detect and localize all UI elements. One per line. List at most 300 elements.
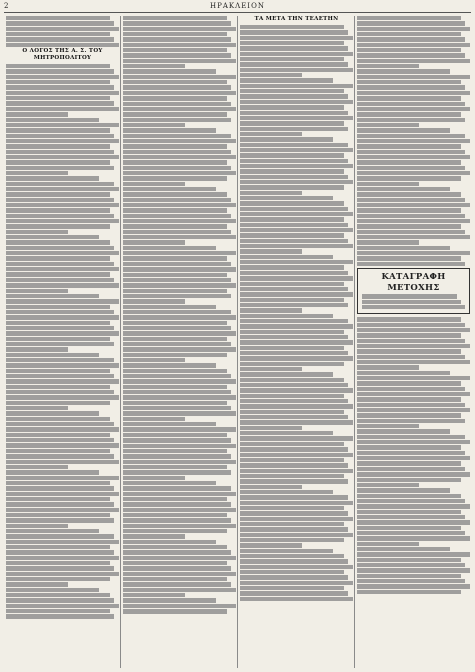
- text-line: [123, 235, 236, 239]
- text-line: [123, 21, 231, 25]
- text-line: [240, 185, 344, 189]
- text-line: [240, 378, 344, 382]
- text-line: [123, 69, 216, 73]
- text-line: [240, 420, 353, 424]
- text-line: [123, 187, 216, 191]
- text-line: [6, 331, 119, 335]
- text-line: [357, 574, 461, 578]
- text-line: [6, 32, 110, 36]
- page-number: 2: [4, 2, 9, 10]
- text-line: [357, 499, 465, 503]
- text-line: [6, 609, 110, 613]
- text-line: [6, 363, 119, 367]
- text-line: [123, 219, 236, 223]
- text-line: [357, 192, 461, 196]
- text-line: [357, 160, 461, 164]
- text-line: [6, 85, 114, 89]
- text-line: [240, 84, 353, 88]
- text-line: [357, 214, 465, 218]
- text-line: [6, 262, 114, 266]
- text-line: [123, 267, 236, 271]
- text-line: [6, 443, 119, 447]
- text-line: [240, 394, 344, 398]
- text-line: [240, 180, 353, 184]
- text-line: [123, 604, 236, 608]
- text-line: [123, 150, 231, 154]
- text-line: [6, 230, 68, 234]
- text-line: [240, 485, 302, 489]
- text-line: [123, 155, 236, 159]
- text-line: [240, 388, 353, 392]
- text-line: [6, 534, 114, 538]
- column-rule: [237, 16, 238, 668]
- text-line: [123, 32, 227, 36]
- column-2: [123, 16, 236, 668]
- text-line: [123, 433, 227, 437]
- text-line: [123, 465, 227, 469]
- text-line: [240, 565, 353, 569]
- text-line: [357, 187, 450, 191]
- text-line: [6, 460, 119, 464]
- text-line: [357, 134, 465, 138]
- text-line: [6, 123, 119, 127]
- text-line: [240, 132, 302, 136]
- text-line: [240, 73, 302, 77]
- text-line: [6, 43, 119, 47]
- text-line: [123, 208, 227, 212]
- text-line: [240, 447, 348, 451]
- text-line: [123, 422, 216, 426]
- text-line: [240, 196, 333, 200]
- text-line: [357, 387, 465, 391]
- text-line: [6, 566, 114, 570]
- text-line: [6, 299, 119, 303]
- text-line: [6, 454, 114, 458]
- text-line: [357, 166, 465, 170]
- text-line: [240, 404, 353, 408]
- text-line: [123, 438, 231, 442]
- column-3: [240, 16, 353, 668]
- text-line: [357, 445, 461, 449]
- announcement-subtext: [362, 294, 465, 309]
- text-line: [123, 246, 216, 250]
- text-line: [357, 552, 470, 556]
- text-line: [6, 107, 119, 111]
- article-heading: Ο ΛΟΓΟΣ ΤΗΣ Α. Σ. ΤΟΥ ΜΗΤΡΟΠΟΛΙΤΟΥ: [22, 48, 103, 62]
- text-line: [357, 360, 470, 364]
- text-line: [240, 68, 353, 72]
- text-line: [123, 582, 231, 586]
- text-line: [240, 533, 353, 537]
- text-line: [6, 422, 114, 426]
- text-line: [6, 385, 110, 389]
- text-line: [240, 554, 344, 558]
- text-line: [123, 305, 216, 309]
- text-line: [123, 524, 236, 528]
- text-line: [123, 379, 236, 383]
- text-line: [6, 144, 110, 148]
- text-line: [357, 429, 450, 433]
- text-line: [123, 310, 231, 314]
- text-line: [123, 182, 185, 186]
- text-line: [240, 212, 353, 216]
- text-line: [6, 128, 110, 132]
- text-line: [6, 433, 110, 437]
- newspaper-title: ΗΡΑΚΛΕΙΟΝ: [210, 2, 265, 10]
- text-line: [6, 358, 114, 362]
- text-line: [240, 308, 302, 312]
- text-line: [240, 372, 333, 376]
- text-line: [240, 121, 344, 125]
- text-line: [123, 128, 216, 132]
- text-line: [240, 501, 353, 505]
- text-line: [240, 383, 348, 387]
- text-line: [357, 579, 465, 583]
- text-line: [357, 75, 470, 79]
- text-line: [6, 598, 114, 602]
- text-line: [6, 561, 110, 565]
- text-line: [240, 436, 353, 440]
- text-line: [123, 203, 236, 207]
- text-line: [357, 504, 470, 508]
- text-line: [240, 260, 353, 264]
- text-line: [240, 127, 348, 131]
- text-line: [357, 176, 461, 180]
- text-line: [357, 456, 470, 460]
- text-line: [123, 160, 227, 164]
- text-line: [357, 355, 465, 359]
- text-line: [240, 228, 353, 232]
- text-line: [123, 449, 227, 453]
- text-line: [6, 390, 114, 394]
- text-line: [357, 251, 470, 255]
- text-line: [357, 419, 465, 423]
- text-line: [240, 57, 344, 61]
- text-line: [357, 235, 470, 239]
- announcement-box: [357, 268, 470, 314]
- text-line: [6, 417, 110, 421]
- text-line: [6, 604, 119, 608]
- text-line: [123, 80, 227, 84]
- text-line: [123, 331, 236, 335]
- text-line: [357, 520, 470, 524]
- text-line: [123, 251, 236, 255]
- text-line: [6, 476, 119, 480]
- text-line: [240, 153, 344, 157]
- text-block: [123, 16, 236, 614]
- text-line: [6, 272, 110, 276]
- text-line: [123, 283, 236, 287]
- text-line: [6, 401, 110, 405]
- text-line: [6, 91, 119, 95]
- text-line: [123, 273, 227, 277]
- text-line: [240, 298, 344, 302]
- text-line: [123, 48, 227, 52]
- text-line: [6, 21, 114, 25]
- text-line: [6, 208, 110, 212]
- text-line: [6, 347, 68, 351]
- text-line: [357, 371, 450, 375]
- text-line: [357, 563, 465, 567]
- text-line: [357, 240, 419, 244]
- text-line: [240, 164, 353, 168]
- text-line: [357, 43, 470, 47]
- text-line: [123, 139, 236, 143]
- text-line: [357, 96, 461, 100]
- text-line: [357, 123, 419, 127]
- text-line: [6, 64, 110, 68]
- column-rule: [120, 16, 121, 668]
- text-line: [123, 214, 231, 218]
- text-line: [357, 85, 465, 89]
- text-line: [240, 410, 344, 414]
- text-line: [357, 317, 461, 321]
- text-line: [6, 101, 114, 105]
- text-line: [6, 150, 114, 154]
- text-line: [123, 353, 227, 357]
- text-block: [357, 317, 470, 594]
- text-line: [357, 27, 470, 31]
- text-line: [6, 251, 119, 255]
- text-line: [123, 406, 231, 410]
- text-line: [357, 171, 470, 175]
- text-line: [123, 107, 236, 111]
- text-line: [123, 278, 231, 282]
- text-line: [357, 376, 470, 380]
- text-line: [357, 150, 465, 154]
- text-line: [240, 549, 333, 553]
- text-line: [123, 347, 236, 351]
- text-line: [357, 478, 461, 482]
- text-line: [357, 128, 450, 132]
- text-line: [123, 540, 216, 544]
- text-line: [240, 100, 353, 104]
- text-line: [123, 502, 231, 506]
- text-line: [6, 182, 114, 186]
- page-header: [4, 0, 471, 12]
- text-line: [6, 470, 99, 474]
- text-line: [240, 239, 348, 243]
- text-line: [6, 342, 114, 346]
- text-line: [357, 64, 419, 68]
- text-line: [6, 326, 114, 330]
- text-line: [6, 465, 68, 469]
- text-line: [240, 538, 344, 542]
- text-line: [357, 397, 461, 401]
- text-line: [240, 543, 302, 547]
- text-line: [240, 143, 348, 147]
- text-line: [240, 303, 348, 307]
- text-line: [123, 513, 227, 517]
- text-line: [6, 369, 110, 373]
- text-line: [123, 460, 236, 464]
- text-line: [6, 283, 119, 287]
- text-line: [6, 508, 119, 512]
- text-line: [6, 166, 114, 170]
- text-line: [6, 529, 99, 533]
- text-line: [6, 96, 110, 100]
- text-line: [240, 527, 348, 531]
- column-1: [6, 16, 119, 668]
- text-line: [240, 517, 353, 521]
- text-line: [240, 362, 344, 366]
- text-line: [240, 581, 353, 585]
- text-line: [357, 323, 465, 327]
- text-line: [6, 134, 114, 138]
- text-line: [357, 344, 470, 348]
- text-line: [240, 415, 348, 419]
- text-line: [6, 139, 119, 143]
- text-line: [123, 118, 231, 122]
- text-line: [240, 591, 348, 595]
- text-line: [240, 116, 353, 120]
- text-line: [6, 112, 68, 116]
- text-line: [357, 568, 470, 572]
- text-line: [362, 294, 457, 298]
- text-line: [6, 160, 110, 164]
- text-line: [123, 85, 231, 89]
- text-line: [123, 609, 227, 613]
- text-block: [357, 16, 470, 266]
- text-line: [357, 208, 461, 212]
- text-line: [357, 461, 461, 465]
- text-line: [240, 217, 344, 221]
- text-line: [6, 315, 119, 319]
- text-line: [240, 469, 353, 473]
- text-line: [6, 192, 110, 196]
- text-line: [6, 321, 110, 325]
- text-line: [6, 593, 110, 597]
- text-line: [357, 381, 461, 385]
- text-line: [357, 182, 419, 186]
- text-line: [357, 339, 465, 343]
- text-line: [123, 593, 185, 597]
- text-line: [6, 224, 110, 228]
- text-line: [357, 155, 470, 159]
- text-line: [123, 577, 227, 581]
- text-line: [357, 139, 470, 143]
- text-line: [123, 401, 227, 405]
- text-line: [240, 30, 348, 34]
- text-line: [240, 244, 353, 248]
- text-line: [123, 27, 236, 31]
- text-line: [123, 486, 231, 490]
- text-line: [357, 198, 465, 202]
- text-line: [6, 214, 114, 218]
- text-line: [240, 249, 302, 253]
- text-line: [357, 488, 450, 492]
- text-line: [123, 171, 236, 175]
- text-line: [6, 502, 114, 506]
- text-line: [6, 374, 114, 378]
- text-line: [240, 495, 348, 499]
- text-line: [357, 483, 419, 487]
- text-line: [240, 148, 353, 152]
- text-line: [123, 53, 231, 57]
- text-line: [357, 472, 470, 476]
- text-line: [357, 451, 465, 455]
- text-line: [357, 424, 419, 428]
- text-line: [123, 289, 227, 293]
- text-line: [357, 531, 465, 535]
- text-line: [6, 16, 110, 20]
- text-line: [240, 335, 348, 339]
- text-line: [240, 94, 348, 98]
- text-line: [240, 52, 353, 56]
- text-line: [123, 337, 227, 341]
- text-line: [240, 506, 344, 510]
- text-line: [123, 556, 236, 560]
- text-line: [357, 542, 419, 546]
- text-line: [240, 314, 333, 318]
- text-line: [123, 390, 231, 394]
- text-line: [6, 289, 68, 293]
- text-line: [6, 80, 110, 84]
- text-line: [123, 411, 236, 415]
- text-line: [6, 588, 99, 592]
- text-line: [123, 417, 185, 421]
- text-line: [6, 497, 110, 501]
- text-line: [240, 282, 344, 286]
- text-line: [123, 566, 231, 570]
- text-line: [6, 155, 119, 159]
- text-line: [123, 112, 227, 116]
- text-line: [123, 321, 227, 325]
- text-line: [123, 598, 216, 602]
- text-line: [357, 102, 465, 106]
- text-line: [240, 89, 344, 93]
- text-line: [240, 111, 348, 115]
- text-line: [123, 230, 231, 234]
- text-line: [123, 166, 231, 170]
- text-line: [240, 426, 302, 430]
- text-line: [6, 246, 114, 250]
- text-line: [6, 353, 99, 357]
- text-line: [240, 287, 348, 291]
- text-line: [123, 508, 236, 512]
- text-line: [357, 526, 461, 530]
- text-line: [123, 358, 185, 362]
- text-line: [6, 235, 99, 239]
- text-line: [240, 511, 348, 515]
- text-line: [123, 481, 216, 485]
- text-line: [240, 453, 353, 457]
- text-line: [240, 271, 348, 275]
- text-line: [357, 246, 450, 250]
- text-line: [357, 547, 450, 551]
- text-line: [240, 479, 348, 483]
- text-line: [240, 324, 353, 328]
- text-line: [123, 299, 185, 303]
- text-line: [123, 497, 227, 501]
- text-line: [240, 265, 344, 269]
- text-line: [357, 53, 465, 57]
- text-line: [240, 442, 344, 446]
- text-line: [240, 25, 344, 29]
- text-line: [240, 597, 353, 601]
- text-line: [123, 561, 227, 565]
- text-line: [6, 572, 119, 576]
- text-line: [357, 440, 470, 444]
- text-line: [240, 351, 348, 355]
- text-line: [123, 588, 236, 592]
- text-line: [240, 330, 344, 334]
- text-line: [123, 224, 227, 228]
- text-line: [240, 490, 333, 494]
- text-line: [357, 403, 465, 407]
- text-line: [123, 518, 231, 522]
- text-line: [123, 91, 236, 95]
